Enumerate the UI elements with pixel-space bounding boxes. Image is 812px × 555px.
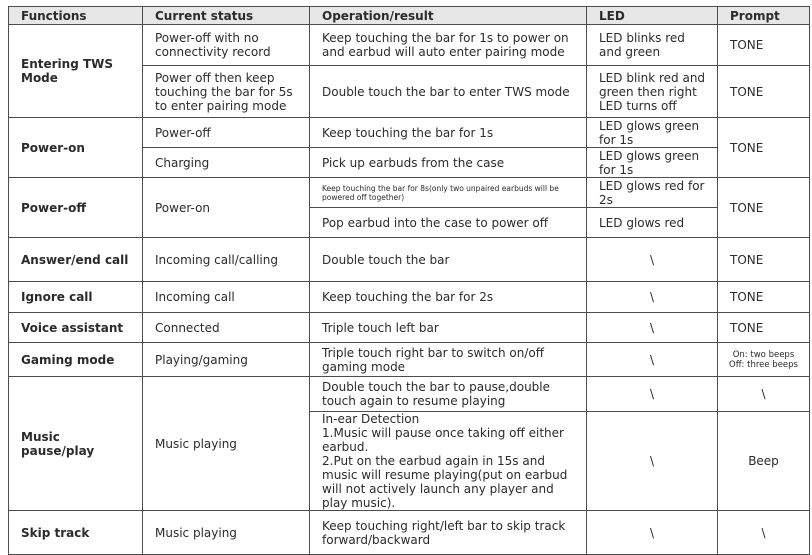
led-cell: \ [587, 313, 718, 343]
table-row-music-1 [9, 377, 810, 412]
status-cell: Connected [143, 313, 310, 343]
table-row-ignore-call [9, 282, 810, 313]
status-cell: Music playing [143, 511, 310, 555]
status-cell: Power-off [143, 118, 310, 148]
prompt-cell: \ [718, 511, 810, 555]
prompt-on-text: On: two beeps [732, 349, 795, 360]
led-cell: LED glows red [587, 208, 718, 238]
operation-cell [310, 412, 587, 511]
function-answer-call: Answer/end call [9, 238, 143, 282]
led-cell: \ [587, 412, 718, 511]
function-power-on: Power-on [9, 118, 143, 178]
prompt-off-text: Off: three beeps [729, 359, 798, 370]
operation-cell: Double touch the bar [310, 238, 587, 282]
operation-cell: Keep touching right/left bar to skip track forward/backward [310, 511, 587, 555]
status-cell: Playing/gaming [143, 343, 310, 377]
function-voice-assistant: Voice assistant [9, 313, 143, 343]
operation-cell: Triple touch left bar [310, 313, 587, 343]
functions-table [8, 6, 810, 555]
header-functions: Functions [9, 7, 143, 25]
table-row-answer-call [9, 238, 810, 282]
status-cell: Power-off with no connectivity record [143, 25, 310, 66]
function-music: Music pause/play [9, 377, 143, 511]
led-cell: LED glows red for 2s [587, 178, 718, 208]
led-cell: \ [587, 511, 718, 555]
table-row-tws-1 [9, 25, 810, 66]
prompt-cell: TONE [718, 25, 810, 66]
function-gaming-mode: Gaming mode [9, 343, 143, 377]
status-cell: Music playing [143, 377, 310, 511]
led-cell: \ [587, 238, 718, 282]
operation-cell: Keep touching the bar for 2s [310, 282, 587, 313]
header-led: LED [587, 7, 718, 25]
led-cell: LED blink red and green then right LED turns off [587, 66, 718, 118]
status-cell: Incoming call/calling [143, 238, 310, 282]
prompt-cell: TONE [718, 238, 810, 282]
led-cell: \ [587, 343, 718, 377]
status-cell: Charging [143, 148, 310, 178]
operation-cell: Keep touching the bar for 8s(only two unpaired earbuds will be powered off together) [310, 178, 587, 208]
operation-line-1: 1.Music will pause once taking off either earbud. [322, 426, 564, 454]
function-skip-track: Skip track [9, 511, 143, 555]
prompt-cell [718, 343, 810, 377]
table-row-power-off-1 [9, 178, 810, 208]
operation-title: In-ear Detection [322, 412, 420, 426]
led-cell: \ [587, 282, 718, 313]
table-row-voice-assistant [9, 313, 810, 343]
operation-cell: Keep touching the bar for 1s [310, 118, 587, 148]
led-cell: LED glows green for 1s [587, 118, 718, 148]
table-row-skip-track [9, 511, 810, 555]
function-ignore-call: Ignore call [9, 282, 143, 313]
operation-cell: Double touch the bar to enter TWS mode [310, 66, 587, 118]
led-cell: LED glows green for 1s [587, 148, 718, 178]
prompt-cell: TONE [718, 118, 810, 178]
operation-line-2: 2.Put on the earbud again in 15s and music will resume playing(put on earbud will not actively launch any player and play music). [322, 454, 568, 510]
led-cell: LED blinks red and green [587, 25, 718, 66]
prompt-cell: \ [718, 377, 810, 412]
prompt-cell: TONE [718, 313, 810, 343]
led-cell: \ [587, 377, 718, 412]
operation-cell: Triple touch right bar to switch on/off gaming mode [310, 343, 587, 377]
prompt-cell: Beep [718, 412, 810, 511]
prompt-cell: TONE [718, 178, 810, 238]
function-power-off: Power-off [9, 178, 143, 238]
operation-cell: Pick up earbuds from the case [310, 148, 587, 178]
status-cell: Incoming call [143, 282, 310, 313]
header-current-status: Current status [143, 7, 310, 25]
prompt-cell: TONE [718, 66, 810, 118]
table-row-gaming-mode [9, 343, 810, 377]
header-operation: Operation/result [310, 7, 587, 25]
header-prompt: Prompt [718, 7, 810, 25]
function-tws: Entering TWS Mode [9, 25, 143, 118]
prompt-cell: TONE [718, 282, 810, 313]
status-cell: Power off then keep touching the bar for 5s to enter pairing mode [143, 66, 310, 118]
header-row [9, 7, 810, 25]
status-cell: Power-on [143, 178, 310, 238]
table-row-power-on-1 [9, 118, 810, 148]
operation-cell: Pop earbud into the case to power off [310, 208, 587, 238]
operation-cell: Double touch the bar to pause,double touch again to resume playing [310, 377, 587, 412]
operation-cell: Keep touching the bar for 1s to power on and earbud will auto enter pairing mode [310, 25, 587, 66]
